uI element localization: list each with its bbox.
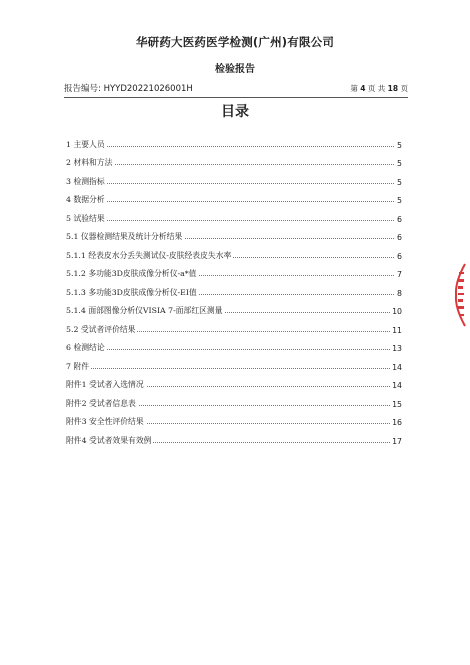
- toc-entry-label: 附件3 安全性评价结果: [66, 417, 144, 426]
- toc-entry[interactable]: [66, 258, 402, 277]
- seal-stamp-icon: [452, 262, 468, 328]
- toc-entry-page: 7: [397, 270, 402, 279]
- report-number: [64, 82, 193, 94]
- toc-entry-label: 5.1.1 经表皮水分丢失测试仪-皮肤经表皮失水率: [66, 250, 232, 260]
- toc-entry-label: 5 试验结果: [66, 213, 105, 223]
- toc-entry-label: 附件2 受试者信息表: [66, 398, 136, 408]
- toc-entry-page: 5: [397, 140, 402, 150]
- toc-entry-page: 17: [392, 436, 402, 446]
- toc-entry-page: 5: [397, 177, 402, 187]
- toc-entry-label: 5.1.2 多功能3D皮肤成像分析仪-a*值: [66, 269, 197, 278]
- toc-entry-page: 5: [397, 196, 402, 205]
- toc-entry-label: 5.1 仪器检测结果及统计分析结果: [66, 232, 183, 241]
- table-of-contents: [66, 128, 402, 446]
- toc-entry[interactable]: [66, 387, 402, 409]
- toc-entry-page: 8: [397, 288, 402, 298]
- toc-entry-label: 7 附件: [66, 361, 90, 371]
- toc-entry[interactable]: [66, 239, 402, 261]
- toc-entry[interactable]: [66, 313, 402, 335]
- toc-entry-label: 4 数据分析: [66, 195, 105, 204]
- toc-entry[interactable]: [66, 276, 402, 298]
- toc-entry-label: 5.1.3 多功能3D皮肤成像分析仪-EI值: [66, 287, 197, 297]
- toc-entry[interactable]: [66, 350, 402, 372]
- toc-entry-label: 1 主要人员: [66, 139, 105, 149]
- page-prefix: 第: [350, 84, 358, 93]
- toc-entry-page: 6: [397, 214, 402, 224]
- toc-entry[interactable]: [66, 295, 402, 314]
- toc-entry-page: 6: [397, 233, 402, 242]
- toc-entry-page: 5: [397, 159, 402, 168]
- toc-entry-label: 5.1.4 面部图像分析仪VISIA 7-面部红区测量: [66, 306, 223, 315]
- toc-entry-label: 5.2 受试者评价结果: [66, 324, 136, 334]
- header-divider: [64, 97, 408, 98]
- toc-entry-label: 2 材料和方法: [66, 158, 113, 167]
- page-indicator: [350, 83, 408, 94]
- toc-entry-page: 11: [392, 325, 402, 335]
- company-name: 华研药大医药医学检测(广州)有限公司: [135, 35, 335, 49]
- toc-entry-label: 附件4 受试者效果有效例: [66, 435, 152, 445]
- toc-entry[interactable]: [66, 202, 402, 224]
- toc-entry[interactable]: [66, 406, 402, 425]
- toc-entry[interactable]: [66, 184, 402, 203]
- report-type: 检验报告: [215, 64, 255, 75]
- toc-entry-label: 3 检测指标: [66, 176, 105, 186]
- toc-entry-label: 6 检测结论: [66, 343, 105, 352]
- report-number-label: 报告编号:: [64, 84, 101, 94]
- toc-entry[interactable]: [66, 369, 402, 388]
- page-current: 4: [360, 84, 366, 93]
- report-header: [64, 82, 408, 96]
- toc-entry[interactable]: [66, 128, 402, 150]
- toc-entry-page: 10: [392, 307, 402, 316]
- toc-entry-page: 13: [392, 344, 402, 353]
- page-total: 18: [387, 84, 399, 93]
- toc-entry-label: 附件1 受试者入选情况: [66, 380, 144, 389]
- toc-entry-page: 14: [392, 381, 402, 390]
- toc-entry[interactable]: [66, 147, 402, 166]
- report-number-value: HYYD20221026001H: [103, 84, 193, 94]
- toc-entry[interactable]: [66, 165, 402, 187]
- page-mid: 页 共: [367, 84, 386, 93]
- toc-entry[interactable]: [66, 424, 402, 446]
- toc-entry-page: 6: [397, 251, 402, 261]
- toc-entry[interactable]: [66, 332, 402, 351]
- toc-entry-page: 16: [392, 418, 402, 427]
- toc-entry-page: 14: [392, 362, 402, 372]
- toc-title: 目录: [221, 104, 249, 120]
- page-suffix: 页: [400, 84, 408, 93]
- toc-entry-page: 15: [392, 399, 402, 409]
- toc-entry[interactable]: [66, 221, 402, 240]
